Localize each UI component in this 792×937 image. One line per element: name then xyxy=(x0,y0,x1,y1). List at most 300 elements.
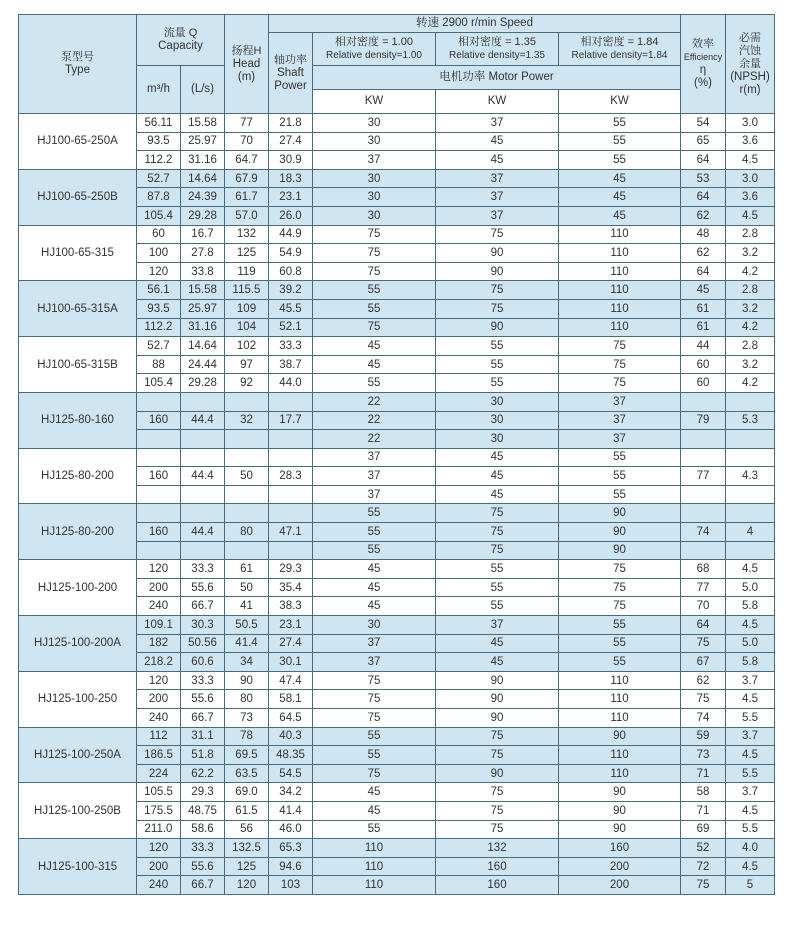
capacity-header-cn: 流量 Q xyxy=(163,27,198,39)
flow-ls-cell: 66.7 xyxy=(181,709,225,728)
efficiency-cell: 64 xyxy=(681,616,726,635)
shaft-power-cell: 54.5 xyxy=(269,764,313,783)
motor-power-d135-cell: 75 xyxy=(436,801,559,820)
pump-type-cell: HJ125-80-160 xyxy=(19,392,137,448)
motor-power-d135-cell: 55 xyxy=(436,597,559,616)
motor-power-d135-cell: 45 xyxy=(436,467,559,486)
motor-power-d184-cell: 110 xyxy=(559,318,681,337)
flow-m3h-cell xyxy=(137,485,181,504)
motor-power-d100-cell: 45 xyxy=(313,597,436,616)
flow-m3h-cell: 112.2 xyxy=(137,151,181,170)
head-cell xyxy=(225,392,269,411)
efficiency-header-unit: (%) xyxy=(694,77,712,89)
head-cell: 61 xyxy=(225,560,269,579)
head-cell: 97 xyxy=(225,355,269,374)
shaft-power-cell: 30.1 xyxy=(269,653,313,672)
npsh-cell xyxy=(726,504,775,523)
shaft-power-cell: 65.3 xyxy=(269,839,313,858)
flow-ls-cell: 50.56 xyxy=(181,634,225,653)
table-row xyxy=(19,169,775,188)
npsh-cell: 3.0 xyxy=(726,169,775,188)
motor-power-d184-cell: 90 xyxy=(559,783,681,802)
motor-power-d184-cell: 200 xyxy=(559,857,681,876)
motor-power-d100-cell: 22 xyxy=(313,430,436,449)
flow-ls-cell: 55.6 xyxy=(181,690,225,709)
pump-type-cell: HJ125-80-200 xyxy=(19,448,137,504)
npsh-cell: 3.2 xyxy=(726,299,775,318)
flow-m3h-cell xyxy=(137,448,181,467)
npsh-cell: 5.5 xyxy=(726,820,775,839)
pump-type-cell: HJ100-65-315B xyxy=(19,337,137,393)
shaft-power-cell: 60.8 xyxy=(269,262,313,281)
efficiency-cell xyxy=(681,485,726,504)
npsh-cell xyxy=(726,448,775,467)
npsh-cell: 5.8 xyxy=(726,597,775,616)
flow-m3h-cell: 120 xyxy=(137,671,181,690)
motor-power-d184-cell: 110 xyxy=(559,690,681,709)
motor-power-d184-cell: 110 xyxy=(559,244,681,263)
motor-power-d184-cell: 45 xyxy=(559,188,681,207)
npsh-header xyxy=(726,15,775,114)
shaft-power-cell xyxy=(269,504,313,523)
flow-ls-cell: 29.28 xyxy=(181,374,225,393)
shaft-power-cell: 39.2 xyxy=(269,281,313,300)
table-row xyxy=(19,727,775,746)
npsh-cell: 5.5 xyxy=(726,709,775,728)
motor-power-d100-cell: 30 xyxy=(313,188,436,207)
kw-unit-1: KW xyxy=(313,90,436,114)
flow-ls-cell xyxy=(181,448,225,467)
motor-power-d135-cell: 90 xyxy=(436,262,559,281)
motor-power-d184-cell: 160 xyxy=(559,839,681,858)
flow-ls-cell: 44.4 xyxy=(181,411,225,430)
efficiency-cell: 48 xyxy=(681,225,726,244)
motor-power-d135-cell: 45 xyxy=(436,448,559,467)
flow-ls-cell: 15.58 xyxy=(181,114,225,133)
pump-type-cell: HJ100-65-315 xyxy=(19,225,137,281)
motor-power-d184-cell: 55 xyxy=(559,151,681,170)
pump-type-cell: HJ125-100-200 xyxy=(19,560,137,616)
shaft-power-cell: 23.1 xyxy=(269,188,313,207)
flow-ls-cell: 62.2 xyxy=(181,764,225,783)
efficiency-cell: 64 xyxy=(681,188,726,207)
motor-power-d100-cell: 75 xyxy=(313,671,436,690)
efficiency-cell: 44 xyxy=(681,337,726,356)
head-cell: 90 xyxy=(225,671,269,690)
head-cell: 61.7 xyxy=(225,188,269,207)
flow-m3h-cell: 88 xyxy=(137,355,181,374)
flow-ls-cell: 31.16 xyxy=(181,151,225,170)
flow-m3h-cell: 160 xyxy=(137,523,181,542)
motor-power-d100-cell: 37 xyxy=(313,151,436,170)
shaft-power-cell: 103 xyxy=(269,876,313,895)
shaft-power-header-en-2: Power xyxy=(274,79,307,92)
motor-power-d100-cell: 75 xyxy=(313,244,436,263)
efficiency-cell: 62 xyxy=(681,244,726,263)
efficiency-cell: 68 xyxy=(681,560,726,579)
motor-power-d100-cell: 75 xyxy=(313,225,436,244)
motor-power-d135-cell: 75 xyxy=(436,783,559,802)
pump-type-cell: HJ125-100-200A xyxy=(19,616,137,672)
npsh-cell: 2.8 xyxy=(726,281,775,300)
efficiency-cell: 60 xyxy=(681,355,726,374)
shaft-power-cell xyxy=(269,485,313,504)
shaft-power-cell xyxy=(269,448,313,467)
flow-ls-cell: 66.7 xyxy=(181,597,225,616)
motor-power-d135-cell: 90 xyxy=(436,690,559,709)
npsh-cell: 3.2 xyxy=(726,355,775,374)
motor-power-d184-cell: 110 xyxy=(559,225,681,244)
npsh-cell xyxy=(726,541,775,560)
motor-power-d184-cell: 90 xyxy=(559,801,681,820)
efficiency-cell: 52 xyxy=(681,839,726,858)
motor-power-d135-cell: 55 xyxy=(436,337,559,356)
efficiency-cell: 71 xyxy=(681,801,726,820)
npsh-cell: 3.6 xyxy=(726,132,775,151)
efficiency-cell: 62 xyxy=(681,206,726,225)
npsh-cell: 3.7 xyxy=(726,671,775,690)
motor-power-d100-cell: 55 xyxy=(313,746,436,765)
motor-power-d184-cell: 90 xyxy=(559,727,681,746)
npsh-cell: 4.5 xyxy=(726,560,775,579)
motor-power-d100-cell: 75 xyxy=(313,262,436,281)
shaft-power-cell: 40.3 xyxy=(269,727,313,746)
efficiency-header xyxy=(681,15,726,114)
motor-power-d184-cell: 55 xyxy=(559,653,681,672)
flow-m3h-cell: 200 xyxy=(137,690,181,709)
head-cell: 50 xyxy=(225,467,269,486)
flow-m3h-cell: 200 xyxy=(137,578,181,597)
head-cell: 32 xyxy=(225,411,269,430)
flow-m3h-cell xyxy=(137,392,181,411)
table-row xyxy=(19,839,775,858)
motor-power-d135-cell: 90 xyxy=(436,671,559,690)
shaft-power-cell: 41.4 xyxy=(269,801,313,820)
pump-type-cell: HJ125-100-250B xyxy=(19,783,137,839)
flow-ls-cell: 48.75 xyxy=(181,801,225,820)
efficiency-cell: 71 xyxy=(681,764,726,783)
pump-type-cell: HJ125-80-200 xyxy=(19,504,137,560)
efficiency-cell: 64 xyxy=(681,151,726,170)
flow-ls-cell: 25.97 xyxy=(181,132,225,151)
head-cell: 132.5 xyxy=(225,839,269,858)
flow-ls-cell: 33.3 xyxy=(181,671,225,690)
motor-power-d100-cell: 75 xyxy=(313,764,436,783)
motor-power-d184-cell: 75 xyxy=(559,337,681,356)
flow-ls-cell: 27.8 xyxy=(181,244,225,263)
flow-ls-cell: 44.4 xyxy=(181,467,225,486)
shaft-power-cell: 18.3 xyxy=(269,169,313,188)
flow-m3h-cell: 100 xyxy=(137,244,181,263)
table-header xyxy=(19,15,775,114)
npsh-header-cn-2: 汽蚀 xyxy=(739,44,761,57)
motor-power-d184-cell: 90 xyxy=(559,504,681,523)
shaft-power-cell: 52.1 xyxy=(269,318,313,337)
table-row xyxy=(19,392,775,411)
head-cell: 77 xyxy=(225,114,269,133)
efficiency-cell: 59 xyxy=(681,727,726,746)
motor-power-d100-cell: 37 xyxy=(313,448,436,467)
efficiency-cell: 70 xyxy=(681,597,726,616)
motor-power-d135-cell: 30 xyxy=(436,411,559,430)
kw-unit-2: KW xyxy=(436,90,559,114)
motor-power-d184-cell: 55 xyxy=(559,114,681,133)
efficiency-cell: 73 xyxy=(681,746,726,765)
shaft-power-cell: 27.4 xyxy=(269,634,313,653)
motor-power-d135-cell: 37 xyxy=(436,114,559,133)
head-cell: 115.5 xyxy=(225,281,269,300)
flow-m3h-cell: 120 xyxy=(137,262,181,281)
shaft-power-cell: 35.4 xyxy=(269,578,313,597)
head-cell: 69.5 xyxy=(225,746,269,765)
motor-power-d135-cell: 75 xyxy=(436,727,559,746)
npsh-cell: 4.5 xyxy=(726,151,775,170)
pump-type-cell: HJ100-65-315A xyxy=(19,281,137,337)
flow-ls-cell: 14.64 xyxy=(181,169,225,188)
pump-type-cell: HJ125-100-250 xyxy=(19,671,137,727)
motor-power-d100-cell: 22 xyxy=(313,392,436,411)
motor-power-d100-cell: 30 xyxy=(313,206,436,225)
motor-power-d135-cell: 55 xyxy=(436,578,559,597)
motor-power-d184-cell: 75 xyxy=(559,597,681,616)
flow-m3h-cell: 112 xyxy=(137,727,181,746)
motor-power-d184-cell: 90 xyxy=(559,541,681,560)
table-row xyxy=(19,560,775,579)
efficiency-cell: 65 xyxy=(681,132,726,151)
flow-m3h-cell: 56.1 xyxy=(137,281,181,300)
head-cell: 73 xyxy=(225,709,269,728)
npsh-cell: 5.0 xyxy=(726,578,775,597)
motor-power-d135-cell: 160 xyxy=(436,857,559,876)
density-3-en: Relative density=1.84 xyxy=(571,50,668,61)
shaft-power-cell: 45.5 xyxy=(269,299,313,318)
unit-m3h: m³/h xyxy=(137,66,181,114)
head-cell: 70 xyxy=(225,132,269,151)
head-cell xyxy=(225,485,269,504)
motor-power-d135-cell: 75 xyxy=(436,504,559,523)
npsh-cell: 4.5 xyxy=(726,690,775,709)
flow-m3h-cell: 93.5 xyxy=(137,132,181,151)
shaft-power-cell: 58.1 xyxy=(269,690,313,709)
motor-power-d184-cell: 55 xyxy=(559,634,681,653)
motor-power-d100-cell: 30 xyxy=(313,132,436,151)
head-header xyxy=(225,15,269,114)
npsh-cell: 3.7 xyxy=(726,727,775,746)
flow-ls-cell xyxy=(181,485,225,504)
motor-power-d184-cell: 90 xyxy=(559,523,681,542)
shaft-power-cell: 47.1 xyxy=(269,523,313,542)
efficiency-header-cn: 效率 xyxy=(692,38,714,50)
efficiency-cell: 77 xyxy=(681,467,726,486)
type-header-en: Type xyxy=(65,64,90,76)
flow-m3h-cell: 224 xyxy=(137,764,181,783)
head-cell: 56 xyxy=(225,820,269,839)
motor-power-d100-cell: 55 xyxy=(313,374,436,393)
head-cell: 109 xyxy=(225,299,269,318)
motor-power-d100-cell: 55 xyxy=(313,299,436,318)
flow-m3h-cell: 120 xyxy=(137,839,181,858)
shaft-power-cell xyxy=(269,541,313,560)
flow-ls-cell: 29.28 xyxy=(181,206,225,225)
pump-type-cell: HJ100-65-250A xyxy=(19,114,137,170)
motor-power-d184-cell: 37 xyxy=(559,411,681,430)
motor-power-d100-cell: 37 xyxy=(313,467,436,486)
motor-power-d135-cell: 45 xyxy=(436,132,559,151)
head-cell: 50 xyxy=(225,578,269,597)
efficiency-cell: 75 xyxy=(681,876,726,895)
head-cell: 102 xyxy=(225,337,269,356)
npsh-cell: 5.0 xyxy=(726,634,775,653)
motor-power-d100-cell: 55 xyxy=(313,727,436,746)
flow-ls-cell: 25.97 xyxy=(181,299,225,318)
flow-m3h-cell: 52.7 xyxy=(137,169,181,188)
npsh-cell: 5 xyxy=(726,876,775,895)
npsh-cell: 4.2 xyxy=(726,318,775,337)
table-row xyxy=(19,616,775,635)
head-cell xyxy=(225,430,269,449)
head-cell: 120 xyxy=(225,876,269,895)
flow-m3h-cell: 175.5 xyxy=(137,801,181,820)
flow-ls-cell: 15.58 xyxy=(181,281,225,300)
shaft-power-cell: 54.9 xyxy=(269,244,313,263)
efficiency-header-en: Efficiency xyxy=(683,52,723,62)
head-cell: 104 xyxy=(225,318,269,337)
head-cell: 57.0 xyxy=(225,206,269,225)
table-row xyxy=(19,281,775,300)
flow-ls-cell: 66.7 xyxy=(181,876,225,895)
motor-power-d135-cell: 75 xyxy=(436,541,559,560)
shaft-power-cell: 27.4 xyxy=(269,132,313,151)
flow-ls-cell: 33.3 xyxy=(181,560,225,579)
motor-power-d135-cell: 90 xyxy=(436,244,559,263)
shaft-power-header-cn: 轴功率 xyxy=(274,53,307,66)
head-cell: 64.7 xyxy=(225,151,269,170)
flow-m3h-cell xyxy=(137,541,181,560)
flow-ls-cell: 60.6 xyxy=(181,653,225,672)
flow-ls-cell: 29.3 xyxy=(181,783,225,802)
shaft-power-cell: 64.5 xyxy=(269,709,313,728)
shaft-power-cell: 48.35 xyxy=(269,746,313,765)
table-row xyxy=(19,114,775,133)
table-body xyxy=(19,114,775,895)
motor-power-d135-cell: 45 xyxy=(436,485,559,504)
motor-power-d100-cell: 45 xyxy=(313,578,436,597)
head-header-unit: (m) xyxy=(237,70,256,83)
motor-power-d135-cell: 90 xyxy=(436,709,559,728)
motor-power-d135-cell: 90 xyxy=(436,318,559,337)
density-1-cn: 相对密度 = 1.00 xyxy=(335,36,413,48)
motor-power-d184-cell: 110 xyxy=(559,746,681,765)
motor-power-d135-cell: 30 xyxy=(436,392,559,411)
motor-power-d135-cell: 75 xyxy=(436,299,559,318)
efficiency-cell: 74 xyxy=(681,709,726,728)
capacity-header-en: Capacity xyxy=(158,40,203,52)
flow-ls-cell: 33.3 xyxy=(181,839,225,858)
flow-ls-cell xyxy=(181,541,225,560)
motor-power-d135-cell: 90 xyxy=(436,764,559,783)
motor-power-d100-cell: 110 xyxy=(313,857,436,876)
pump-type-cell: HJ125-100-250A xyxy=(19,727,137,783)
shaft-power-cell: 28.3 xyxy=(269,467,313,486)
motor-power-d100-cell: 30 xyxy=(313,169,436,188)
head-header-en: Head xyxy=(232,57,261,70)
motor-power-d184-cell: 55 xyxy=(559,448,681,467)
motor-power-d184-cell: 55 xyxy=(559,485,681,504)
type-header xyxy=(19,15,137,114)
motor-power-d100-cell: 30 xyxy=(313,114,436,133)
flow-ls-cell xyxy=(181,392,225,411)
motor-power-d135-cell: 45 xyxy=(436,151,559,170)
shaft-power-cell: 44.9 xyxy=(269,225,313,244)
head-cell: 92 xyxy=(225,374,269,393)
motor-power-d100-cell: 110 xyxy=(313,876,436,895)
flow-ls-cell: 55.6 xyxy=(181,578,225,597)
head-cell: 125 xyxy=(225,244,269,263)
flow-m3h-cell: 120 xyxy=(137,560,181,579)
head-cell: 119 xyxy=(225,262,269,281)
motor-power-d135-cell: 45 xyxy=(436,653,559,672)
head-cell: 132 xyxy=(225,225,269,244)
flow-m3h-cell: 240 xyxy=(137,876,181,895)
npsh-header-unit: r(m) xyxy=(739,83,761,96)
efficiency-cell: 79 xyxy=(681,411,726,430)
motor-power-d135-cell: 37 xyxy=(436,188,559,207)
head-header-cn: 扬程H xyxy=(231,44,262,57)
flow-ls-cell: 24.39 xyxy=(181,188,225,207)
motor-power-d184-cell: 37 xyxy=(559,392,681,411)
flow-ls-cell: 31.1 xyxy=(181,727,225,746)
motor-power-d135-cell: 75 xyxy=(436,225,559,244)
efficiency-cell: 75 xyxy=(681,690,726,709)
flow-m3h-cell xyxy=(137,430,181,449)
shaft-power-cell: 17.7 xyxy=(269,411,313,430)
shaft-power-cell: 30.9 xyxy=(269,151,313,170)
motor-power-d135-cell: 37 xyxy=(436,169,559,188)
table-row xyxy=(19,783,775,802)
flow-m3h-cell: 200 xyxy=(137,857,181,876)
flow-m3h-cell: 52.7 xyxy=(137,337,181,356)
shaft-power-header-en-1: Shaft xyxy=(277,66,304,79)
motor-power-d100-cell: 45 xyxy=(313,337,436,356)
shaft-power-cell: 38.3 xyxy=(269,597,313,616)
motor-power-header: 电机功率 Motor Power xyxy=(313,66,681,90)
flow-m3h-cell: 218.2 xyxy=(137,653,181,672)
npsh-header-cn-1: 必需 xyxy=(739,31,761,44)
motor-power-d184-cell: 55 xyxy=(559,616,681,635)
shaft-power-cell: 38.7 xyxy=(269,355,313,374)
motor-power-d184-cell: 200 xyxy=(559,876,681,895)
motor-power-d100-cell: 45 xyxy=(313,560,436,579)
shaft-power-cell: 94.6 xyxy=(269,857,313,876)
flow-m3h-cell: 182 xyxy=(137,634,181,653)
efficiency-cell: 45 xyxy=(681,281,726,300)
head-cell: 41.4 xyxy=(225,634,269,653)
head-cell xyxy=(225,541,269,560)
table-row xyxy=(19,337,775,356)
efficiency-cell: 54 xyxy=(681,114,726,133)
table-row xyxy=(19,448,775,467)
efficiency-cell: 62 xyxy=(681,671,726,690)
head-cell: 67.9 xyxy=(225,169,269,188)
motor-power-d100-cell: 110 xyxy=(313,839,436,858)
efficiency-cell: 69 xyxy=(681,820,726,839)
motor-power-d184-cell: 110 xyxy=(559,262,681,281)
head-cell: 78 xyxy=(225,727,269,746)
motor-power-d135-cell: 37 xyxy=(436,616,559,635)
npsh-cell xyxy=(726,485,775,504)
shaft-power-cell: 33.3 xyxy=(269,337,313,356)
motor-power-d184-cell: 37 xyxy=(559,430,681,449)
